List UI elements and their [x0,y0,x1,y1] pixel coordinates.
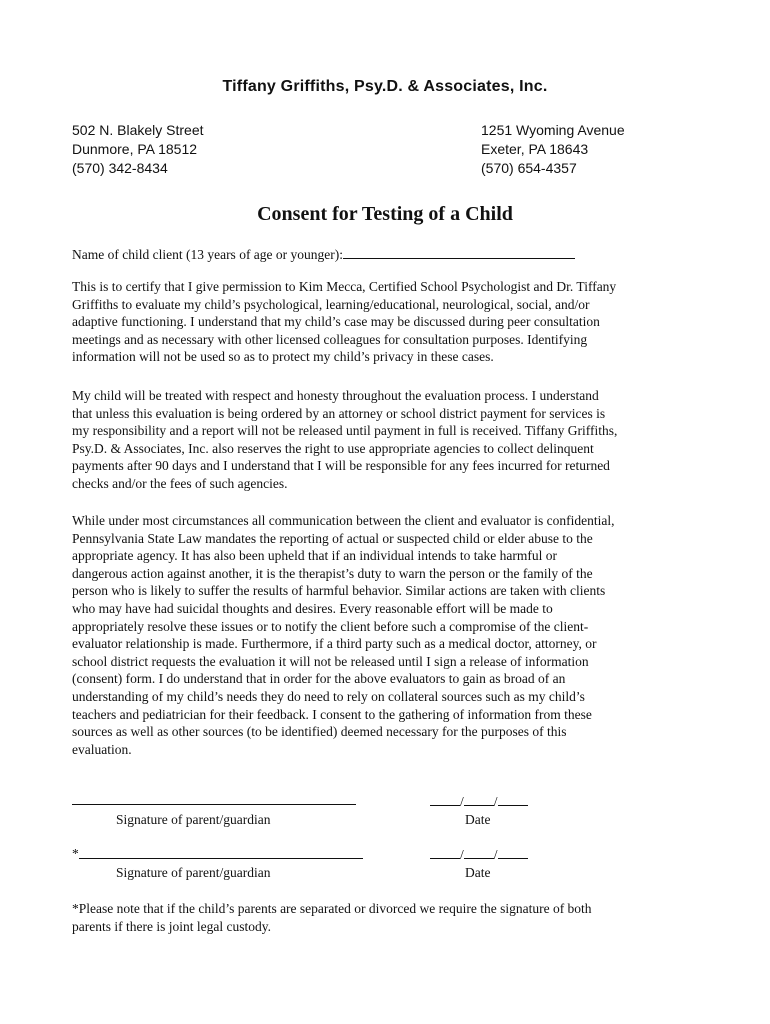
date-separator: / [460,847,464,862]
paragraph-line: dangerous action against another, it is the therapist’s duty to warn the person or the family of the [72,565,593,581]
confidentiality-paragraph [72,512,698,758]
paragraph-line: checks and/or the fees of such agencies. [72,475,288,491]
paragraph-line: appropriately resolve these issues or to notify the client before such a compromise of the client- [72,618,589,634]
custody-note [72,900,698,935]
date-day-2[interactable] [464,847,494,859]
paragraph-line: sources as well as other sources (to be identified) deemed necessary for the purposes of this [72,724,567,740]
office-left-city: Dunmore, PA 18512 [72,141,198,157]
paragraph-line: appropriate agency. It has also been upheld that if an individual intends to take harmful or [72,548,557,564]
note-line: parents if there is joint legal custody. [72,918,271,934]
signature-label-1: Signature of parent/guardian [116,812,271,827]
date-separator: / [493,794,498,809]
paragraph-line: Griffiths to evaluate my child’s psychological, learning/educational, neurological, social, and/or [72,296,590,312]
office-right-street: 1251 Wyoming Avenue [481,122,625,138]
signature-field-1[interactable] [72,804,356,805]
child-name-field[interactable] [343,246,575,259]
paragraph-line: that unless this evaluation is being ordered by an attorney or school district payment for services is [72,405,606,421]
paragraph-line: Psy.D. & Associates, Inc. also reserves the right to use appropriate agencies to collect delinquent [72,440,594,456]
office-address-left [72,121,204,178]
date-label-2: Date [465,865,491,880]
paragraph-line: My child will be treated with respect and honesty throughout the evaluation process. I understand [72,388,599,403]
paragraph-line: evaluator relationship is made. Furthermore, if a third party such as a medical doctor, attorney, or [72,636,597,652]
required-marker: * [72,846,79,861]
date-separator: / [460,794,464,809]
date-field-2[interactable] [430,847,528,863]
form-title: Consent for Testing of a Child [257,203,513,225]
date-year-1[interactable] [498,794,528,806]
date-field-1[interactable] [430,794,528,810]
office-left-phone: (570) 342-8434 [72,160,168,176]
child-name-label: Name of child client (13 years of age or younger): [72,247,344,262]
paragraph-line: This is to certify that I give permission to Kim Mecca, Certified School Psychologist and Dr. Tiffany [72,279,617,294]
date-label-1: Date [465,812,491,827]
date-separator: / [493,847,498,862]
payment-paragraph [72,387,698,493]
paragraph-line: meetings and as necessary with other licensed colleagues for consultation purposes. Identifying [72,331,588,347]
office-left-street: 502 N. Blakely Street [72,122,204,138]
paragraph-line: While under most circumstances all communication between the client and evaluator is confidential, [72,513,615,528]
permission-paragraph [72,278,698,366]
signature-label-2: Signature of parent/guardian [116,865,271,880]
paragraph-line: person who is likely to suffer the results of harmful behavior. Similar actions are taken with clients [72,583,606,599]
office-right-city: Exeter, PA 18643 [481,141,589,157]
paragraph-line: understanding of my child’s needs they do need to rely on collateral sources such as my child’s [72,688,585,704]
paragraph-line: my responsibility and a report will not be released until payment in full is received. Tiffany Griffiths, [72,423,618,439]
signature-field-2[interactable] [79,858,363,859]
office-right-phone: (570) 654-4357 [481,160,577,176]
office-address-right [481,121,625,178]
paragraph-line: adaptive functioning. I understand that my child’s case may be discussed during peer consultation [72,314,600,330]
paragraph-line: (consent) form. I do understand that in order for the above evaluators to gain as broad of an [72,671,566,687]
paragraph-line: payments after 90 days and I understand that I will be responsible for any fees incurred for returned [72,458,610,474]
paragraph-line: evaluation. [72,741,132,757]
note-line: *Please note that if the child’s parents are separated or divorced we require the signature of both [72,901,592,916]
date-month-2[interactable] [430,847,460,859]
paragraph-line: teachers and pediatrician for their feedback. I consent to the gathering of information from these [72,706,592,722]
date-year-2[interactable] [498,847,528,859]
paragraph-line: school district requests the evaluation it will not be released until I sign a release of information [72,653,589,669]
paragraph-line: who may have had suicidal thoughts and desires. Every reasonable effort will be made to [72,600,553,616]
date-month-1[interactable] [430,794,460,806]
child-name-row [72,246,575,263]
firm-name: Tiffany Griffiths, Psy.D. & Associates, Inc. [222,78,548,95]
paragraph-line: Pennsylvania State Law mandates the reporting of actual or suspected child or elder abuse to the [72,530,593,546]
paragraph-line: information will not be used so as to protect my child’s privacy in these cases. [72,349,494,365]
date-day-1[interactable] [464,794,494,806]
